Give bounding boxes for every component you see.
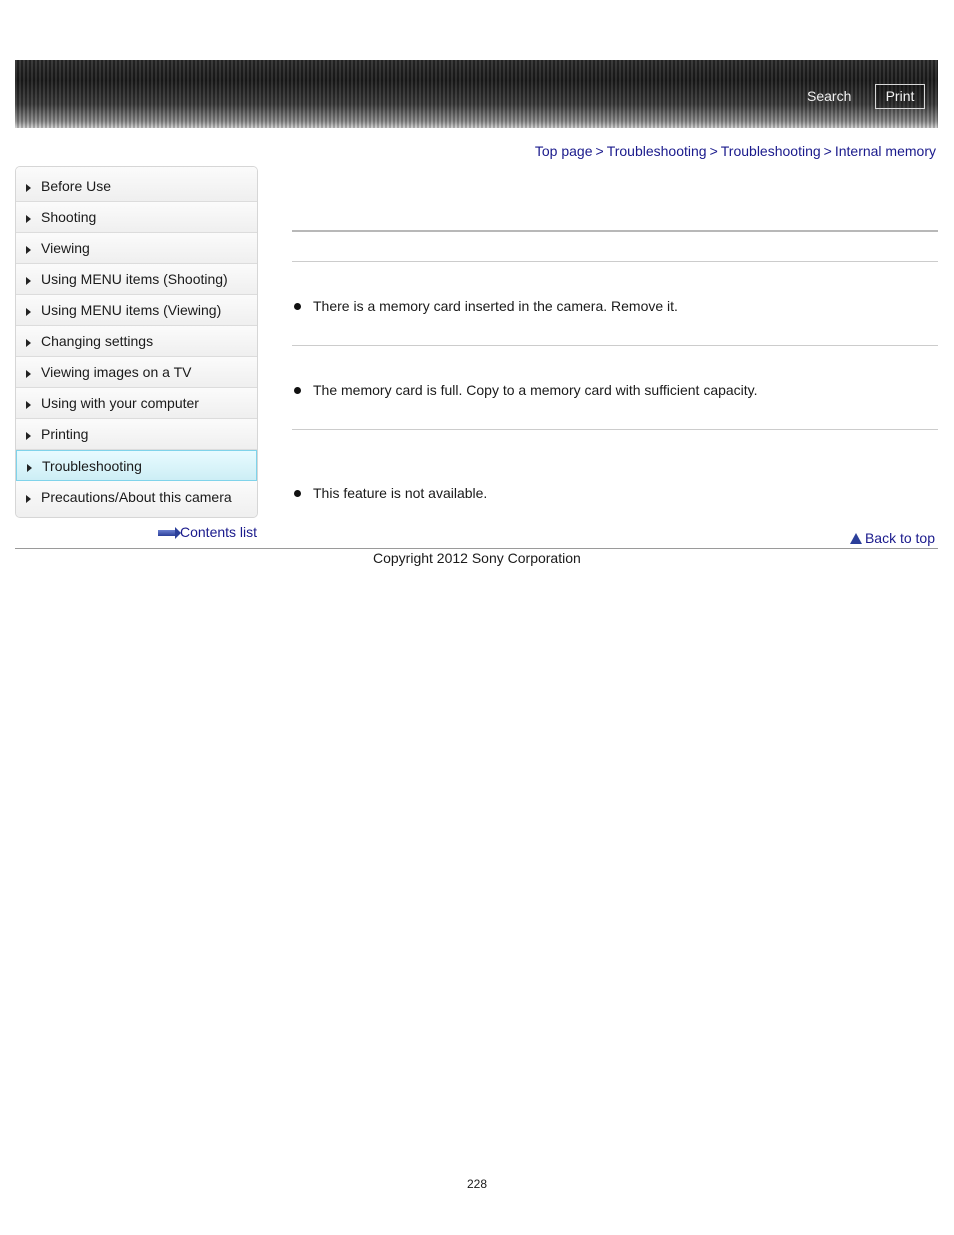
breadcrumb-internal-memory[interactable]: Internal memory: [834, 143, 936, 159]
breadcrumb-top-page[interactable]: Top page: [534, 143, 593, 159]
breadcrumb-separator: >: [823, 143, 832, 159]
chevron-right-icon: [26, 246, 31, 254]
sidebar-item-troubleshooting[interactable]: [16, 450, 257, 481]
section-divider: [292, 261, 938, 262]
back-to-top-label: Back to top: [864, 530, 935, 546]
sidebar-item-viewing[interactable]: [16, 233, 257, 264]
list-item-text: There is a memory card inserted in the camera. Remove it.: [313, 298, 678, 314]
chevron-right-icon: [26, 215, 31, 223]
chevron-right-icon: [27, 464, 32, 472]
breadcrumb-separator: >: [595, 143, 604, 159]
breadcrumb-troubleshooting[interactable]: Troubleshooting: [606, 143, 707, 159]
sidebar-item-menu-shooting[interactable]: [16, 264, 257, 295]
chevron-right-icon: [26, 184, 31, 192]
sidebar-item-printing[interactable]: [16, 419, 257, 450]
bullet-icon: [294, 387, 301, 394]
bullet-icon: [294, 490, 301, 497]
chevron-right-icon: [26, 401, 31, 409]
page-number: 228: [466, 1177, 488, 1191]
sidebar-item-label: Viewing images on a TV: [41, 364, 192, 380]
sidebar-item-changing-settings[interactable]: [16, 326, 257, 357]
chevron-right-icon: [26, 339, 31, 347]
sidebar-item-viewing-tv[interactable]: [16, 357, 257, 388]
chevron-right-icon: [26, 432, 31, 440]
breadcrumb: [535, 143, 936, 159]
list-item: [294, 298, 678, 314]
sidebar-item-menu-viewing[interactable]: [16, 295, 257, 326]
sidebar-item-label: Changing settings: [41, 333, 154, 349]
chevron-right-icon: [26, 370, 31, 378]
chevron-right-icon: [26, 277, 31, 285]
arrow-right-icon: [158, 530, 176, 536]
list-item: [294, 382, 758, 398]
chevron-right-icon: [26, 308, 31, 316]
sidebar-item-computer[interactable]: [16, 388, 257, 419]
search-link[interactable]: Search: [807, 88, 852, 104]
sidebar-item-label: Viewing: [41, 240, 90, 256]
footer-divider: [15, 548, 938, 549]
list-item-text: This feature is not available.: [313, 485, 488, 501]
sidebar-item-before-use[interactable]: [16, 167, 257, 202]
arrow-up-icon: [850, 533, 862, 544]
section-divider: [292, 345, 938, 346]
bullet-icon: [294, 303, 301, 310]
title-divider: [292, 230, 938, 232]
copyright-text: Copyright 2012 Sony Corporation: [373, 550, 581, 566]
breadcrumb-troubleshooting-sub[interactable]: Troubleshooting: [720, 143, 821, 159]
list-item-text: The memory card is full. Copy to a memory card with sufficient capacity.: [313, 382, 758, 398]
list-item: [294, 485, 487, 501]
sidebar-item-label: Shooting: [41, 209, 97, 225]
sidebar-item-shooting[interactable]: [16, 202, 257, 233]
header-bar: [15, 60, 938, 128]
sidebar-item-label: Using with your computer: [41, 395, 199, 411]
sidebar-item-label: Using MENU items (Shooting): [41, 271, 228, 287]
sidebar-item-precautions[interactable]: [16, 481, 257, 517]
sidebar-item-label: Printing: [41, 426, 89, 442]
sidebar-item-label: Using MENU items (Viewing): [41, 302, 222, 318]
sidebar-item-label: Precautions/About this camera: [41, 488, 232, 505]
breadcrumb-separator: >: [709, 143, 718, 159]
sidebar-item-label: Troubleshooting: [42, 457, 142, 474]
contents-list-label: Contents list: [180, 524, 258, 540]
sidebar-nav: [15, 166, 258, 518]
print-button[interactable]: Print: [875, 84, 925, 109]
sidebar-item-label: Before Use: [41, 178, 112, 194]
section-divider: [292, 429, 938, 430]
chevron-right-icon: [26, 495, 31, 503]
back-to-top-link[interactable]: [850, 530, 935, 546]
contents-list-link[interactable]: [158, 524, 257, 540]
